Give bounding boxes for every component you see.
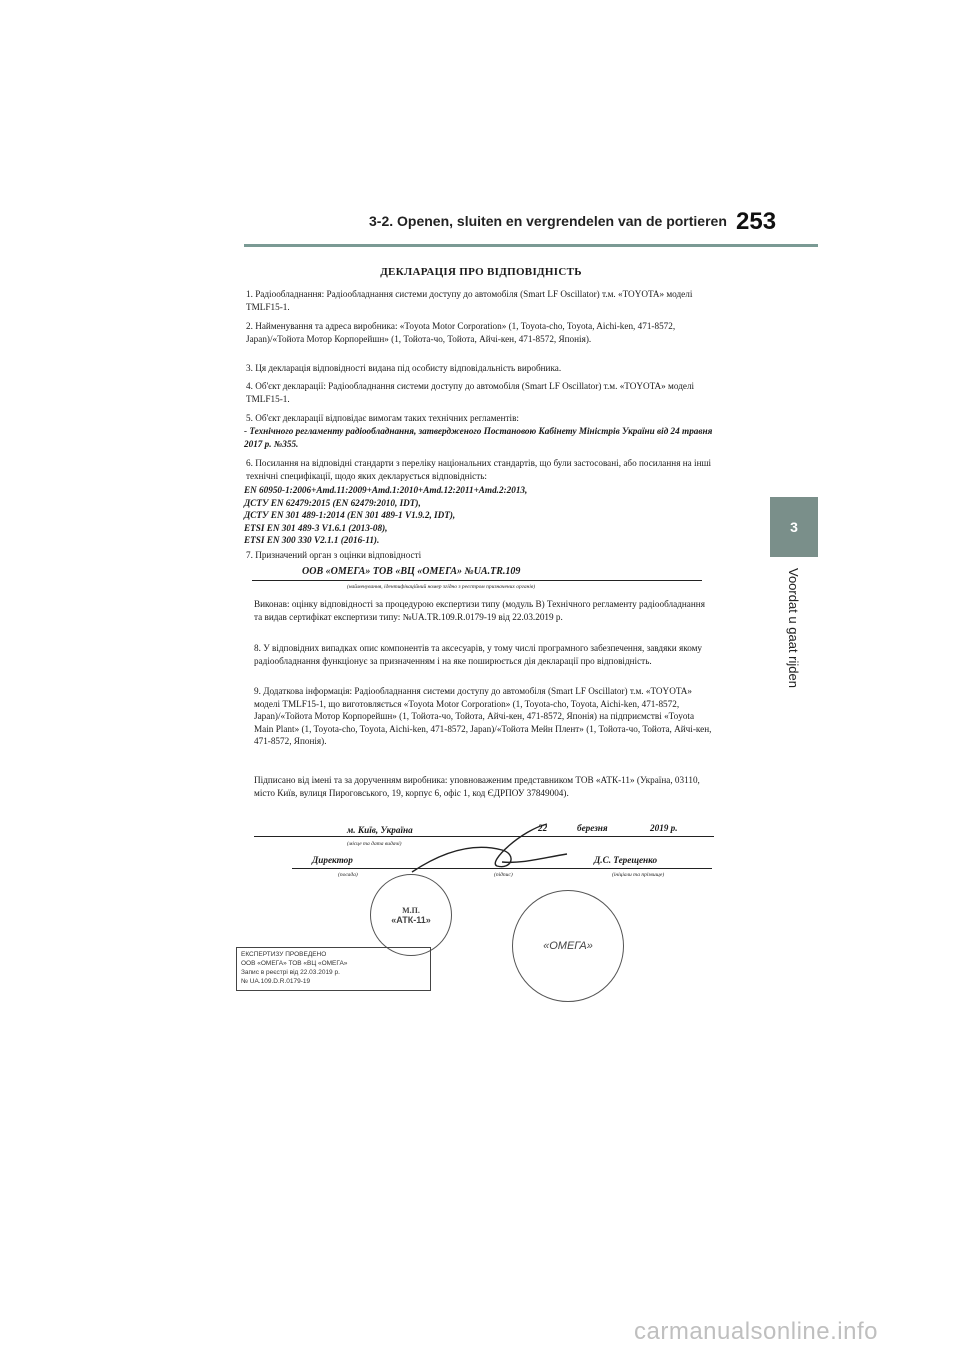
body-caption: (найменування, ідентифікаційний номер згідно з реєстром призначених органів) — [347, 584, 536, 590]
company-seal — [370, 874, 452, 956]
issue-year: 2019 р. — [650, 823, 678, 833]
standard-item: EN 60950-1:2006+Amd.11:2009+Amd.1:2010+Amd.12:2011+Amd.2:2013, — [244, 485, 528, 495]
item-4: 4. Об'єкт декларації: Радіообладнання системи доступу до автомобіля (Smart LF Oscillator) т.м. «TOYOTA» моделі TMLF15-1. — [246, 381, 695, 404]
item-6: 6. Посилання на відповідні стандарти з переліку національних стандартів, що були застосовані, або посилання на інші технічні специфікації, щодо яких декларується відповідність: — [246, 458, 712, 481]
stamp-line: ООВ «ОМЕГА» ТОВ «ВЦ «ОМЕГА» — [241, 960, 348, 967]
footer-watermark: carmanualsonline.info — [634, 1318, 878, 1345]
signed-by: Підписано від імені та за дорученням виробника: уповноваженим представником ТОВ «АТК-11» (Україна, 03110, місто Київ, вулиця Пироговського, 19, корпус 6, офіс 1, код ЄДРПОУ 37849004). — [254, 775, 700, 798]
issue-place: м. Київ, Україна — [347, 825, 413, 835]
item-7: 7. Призначений орган з оцінки відповідності — [246, 550, 422, 560]
omega-seal — [512, 890, 624, 1002]
standards-list — [244, 484, 714, 547]
place-caption: (місце та дата видачі) — [347, 841, 402, 847]
item-2: 2. Найменування та адреса виробника: «Toyota Motor Corporation» (1, Toyota-cho, Toyota, Aichi-ken, 471-8572, Japan)/«Тойота Мотор Корпорейшн» (1, Тойота-чо, Тойота, Айчі-кен, 471-8572, Японія). — [246, 321, 676, 344]
item-5-regulation: - Технічного регламенту радіообладнання, затвердженого Постановою Кабінету Міністрів України від 24 травня 2017 р. №355. — [244, 426, 713, 449]
stamp-line: ЕКСПЕРТИЗУ ПРОВЕДЕНО — [241, 951, 327, 958]
chapter-label: Voordat u gaat rijden — [786, 568, 801, 688]
seal-mp: М.П. — [402, 905, 420, 915]
signer-position: Директор — [312, 855, 353, 865]
performed-text: Виконав: оцінку відповідності за процедурою експертизи типу (модуль В) Технічного регламенту радіообладнання та видав сертифікат експертизи типу: №UA.TR.109.R.0179-19 від 22.03.2019 р. — [254, 599, 705, 622]
standard-item: ETSI EN 301 489-3 V1.6.1 (2013-08), — [244, 522, 388, 533]
standard-item: ДСТУ EN 62479:2015 (EN 62479:2010, IDT), — [244, 497, 421, 508]
signer-name: Д.С. Терещенко — [594, 855, 658, 865]
item-8: 8. У відповідних випадках опис компонентів та аксесуарів, у тому числі програмного забезпечення, завдяки якому радіообладнання функціонує за призначенням і на яке поширюється дія декларації про відповідність. — [254, 643, 703, 666]
chapter-tab: 3 — [770, 497, 818, 557]
section-title: 3-2. Openen, sluiten en vergrendelen van de portieren — [369, 213, 727, 229]
name-caption: (ініціали та прізвище) — [612, 872, 665, 878]
standard-item: ETSI EN 300 330 V2.1.1 (2016-11). — [244, 535, 380, 546]
expertise-stamp — [236, 947, 431, 991]
header-divider — [244, 244, 818, 247]
standard-item: ДСТУ EN 301 489-1:2014 (EN 301 489-1 V1.9.2, IDT), — [244, 510, 456, 521]
issue-month: березня — [577, 823, 608, 833]
position-caption: (посада) — [338, 872, 358, 878]
item-9: 9. Додаткова інформація: Радіообладнання системи доступу до автомобіля (Smart LF Oscillator) т.м. «TOYOTA» моделі TMLF15-1, що виготовляється «Toyota Motor Corporation» (1, Toyota-cho, Toyota, Aichi-ken, 471-8572, Japan)/«Тойота Мотор Корпорейшн» (1, Тойота-чо, Тойота, Айчі-кен, 471-8572, Японія) на підприємстві «Toyota Main Plant» (1, Toyota-cho, Toyota, Aichi-ken, 471-8572, Japan)/«Тойота Мейн Плент» (1, Тойота-чо, Тойота, Айчі-кен, 471-8572, Японія). — [254, 686, 712, 747]
conformity-body: ООВ «ОМЕГА» ТОВ «ВЦ «ОМЕГА» №UA.TR.109 — [302, 566, 521, 577]
stamp-line: Запис в реєстрі від 22.03.2019 р. — [241, 969, 340, 976]
item-5: 5. Об'єкт декларації відповідає вимогам таких технічних регламентів: — [246, 413, 519, 423]
document-title: ДЕКЛАРАЦІЯ ПРО ВІДПОВІДНІСТЬ — [380, 266, 582, 278]
page-number: 253 — [736, 208, 777, 235]
signature-image — [402, 822, 572, 882]
stamp-line: № UA.109.D.R.0179-19 — [241, 978, 311, 985]
signature-caption: (підпис) — [494, 872, 513, 878]
item-1: 1. Радіообладнання: Радіообладнання системи доступу до автомобіля (Smart LF Oscillator) т.м. «TOYOTA» моделі TMLF15-1. — [246, 289, 693, 312]
seal-omega: «ОМЕГА» — [543, 940, 593, 952]
issue-day: 22 — [538, 823, 548, 833]
declaration-document — [232, 262, 730, 997]
item-3: 3. Ця декларація відповідності видана під особисту відповідальність виробника. — [246, 363, 562, 373]
seal-company: «АТК-11» — [391, 914, 431, 925]
